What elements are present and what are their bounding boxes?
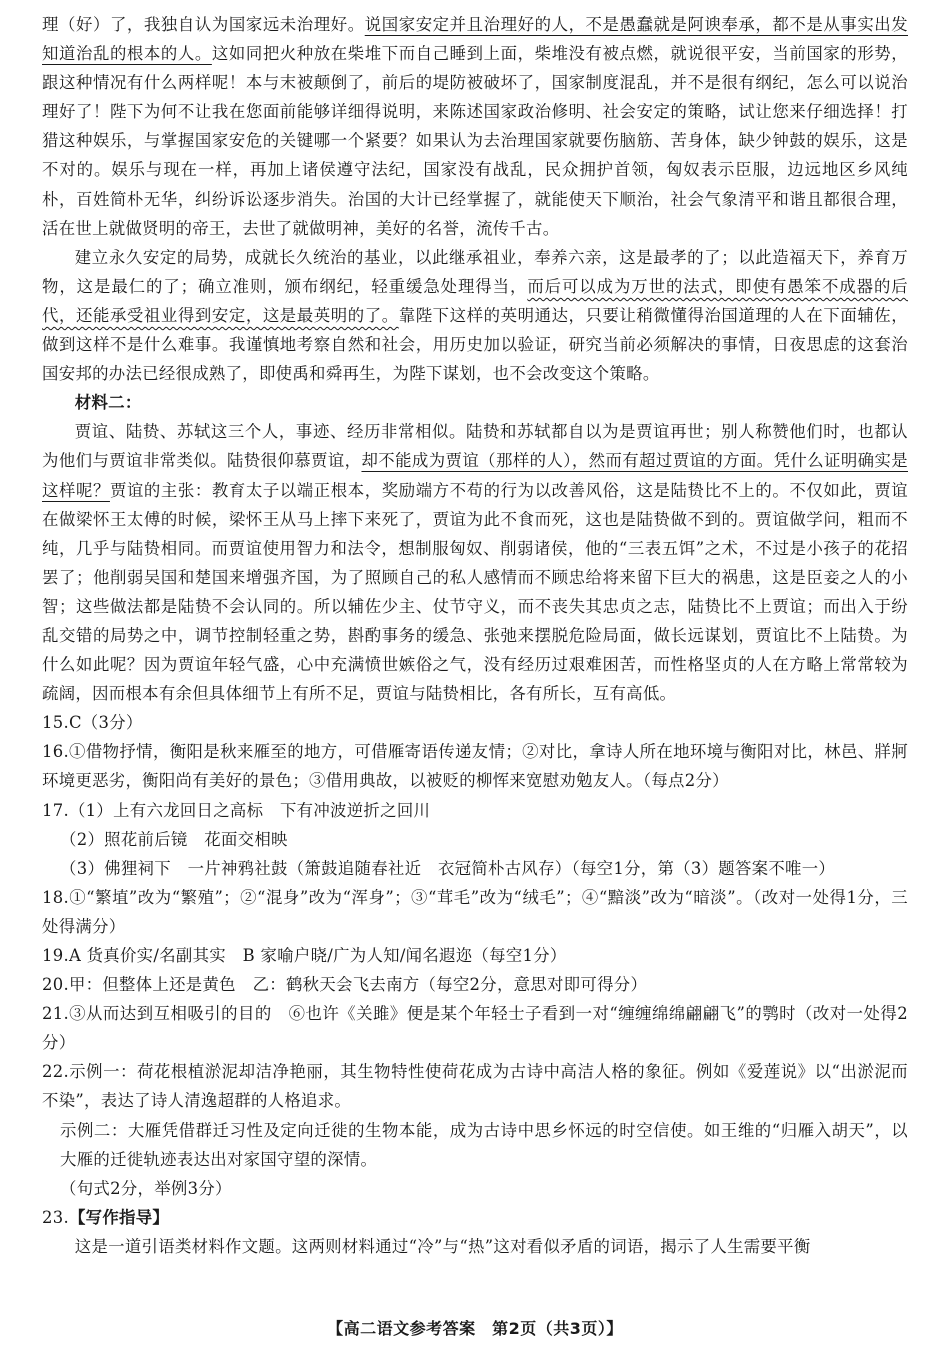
answer-20: 20.甲：但整体上还是黄色 乙：鹤秋天会飞去南方（每空2分，意思对即可得分） — [42, 975, 648, 995]
text-plain: 靠陛下这样的英明通达，只要让稍微懂得治国道理的人在下面辅佐，做到这样不是什么难事。我谨慎地考察自然和社会，用历史加以验证，研究当前必须解决的事情，日夜思虑的这套治国安邦的办法已经很成熟了，即使禹和舜再生，为陛下谋划，也不会改变这个策略。 — [42, 305, 908, 384]
writing-guide-label: 【写作指导】 — [68, 1207, 170, 1227]
text-plain: 这如同把火种放在柴堆下而自己睡到上面，柴堆没有被点燃，就说很平安，当前国家的形势，跟这种情况有什么两样呢！本与末被颠倒了，前后的堤防被破坏了，国家制度混乱，并不是很有纲纪，怎么可以说治理好了！陛下为何不让我在您面前能够详细得说明，来陈述国家政治修明、社会安定的策略，试让您来仔细选择！打猎这种娱乐，与掌握国家安危的关键哪一个紧要？如果认为去治理国家就要伤脑筋、苦身体，缺少钟鼓的娱乐，这是不对的。娱乐与现在一样，再加上诸侯遵守法纪，国家没有战乱，民众拥护首领，匈奴表示臣服，边远地区乡风纯朴，百姓简朴无华，纠纷诉讼逐步消失。治国的大计已经掌握了，就能使天下顺治，社会气象清平和谐且都很合理，活在世上就做贤明的帝王，去世了就做明神，美好的名誉，流传千古。 — [42, 44, 908, 238]
underlined-sentence: 却不能成为贾谊（那样的人），然而有超过贾谊的方面。凭什么证明确实是这样呢？ — [42, 451, 908, 500]
answer-17-2: （2）照花前后镜 花面交相映 — [60, 829, 288, 849]
answer-22-example-2: 示例二：大雁凭借群迁习性及定向迁徙的生物本能，成为古诗中思乡怀远的时空信使。如王维的“归雁入胡天”，以大雁的迁徙轨迹表达出对家国守望的深情。 — [60, 1120, 908, 1169]
answer-22-scoring: （句式2分，举例3分） — [60, 1178, 232, 1198]
material1-paragraph-1 — [42, 10, 908, 243]
answer-17-3: （3）佛狸祠下 一片神鸦社鼓（箫鼓追随春社近 衣冠简朴古风存）（每空1分，第（3）题答案不唯一） — [60, 858, 836, 878]
answer-document — [42, 10, 908, 1261]
material1-paragraph-2 — [42, 243, 908, 388]
answer-23-heading — [42, 1203, 908, 1232]
text-plain: 贾谊的主张：教育太子以端正根本，奖励端方不苟的行为以改善风俗，这是陆贽比不上的。不仅如此，贾谊在做梁怀王太傅的时候，梁怀王从马上摔下来死了，贾谊为此不食而死，这也是陆贽做不到的。贾谊做学问，粗而不纯，几乎与陆贽相同。而贾谊使用智力和法令，想制服匈奴、削弱诸侯，他的“三表五饵”之术，不过是小孩子的花招罢了；他削弱吴国和楚国来增强齐国，为了照顾自己的私人感情而不顾忠给将来留下巨大的祸患，这是臣妾之人的小智；这些做法都是陆贽不会认同的。所以辅佐少主、仗节守义，而不丧失其忠贞之志，陆贽比不上贾谊；而出入于纷乱交错的局势之中，调节控制轻重之势，斟酌事务的缓急、张弛来摆脱危险局面，做长远谋划，贾谊比不上陆贽。为什么如此呢？因为贾谊年轻气盛，心中充满愤世嫉俗之气，没有经历过艰难困苦，而性格坚贞的人在方略上常常较为疏阔，因而根本有余但具体细节上有所不足，贾谊与陆贽相比，各有所长，互有高低。 — [42, 480, 908, 704]
material2-paragraph — [42, 417, 908, 708]
question-number: 23. — [42, 1207, 69, 1227]
wavy-underlined-sentence: 而后可以成为万世的法式，即使有愚笨不成器的后代，还能承受祖业得到安定，这是最英明的了。 — [42, 276, 908, 325]
answer-15: 15.C（3分） — [42, 713, 143, 733]
answer-23-text: 这是一道引语类材料作文题。这两则材料通过“冷”与“热”这对看似矛盾的词语，揭示了人生需要平衡 — [74, 1236, 811, 1256]
answer-18: 18.①“繁埴”改为“繁殖”；②“混身”改为“浑身”；③“茸毛”改为“绒毛”；④“黯淡”改为“暗淡”。（改对一处得1分，三处得满分） — [42, 887, 908, 936]
text-plain: 贾谊、陆贽、苏轼这三个人，事迹、经历非常相似。陆贽和苏轼都自以为是贾谊再世；别人称赞他们时，也都认为他们与贾谊非常类似。陆贽很仰慕贾谊， — [42, 422, 908, 471]
answer-21: 21.③从而达到互相吸引的目的 ⑥也许《关雎》便是某个年轻士子看到一对“缠缠绵绵翩翩飞”的鹗时（改对一处得2分） — [42, 1004, 908, 1053]
page-footer: 【高二语文参考答案 第2页（共3页）】 — [327, 1319, 623, 1338]
material2-heading: 材料二： — [74, 393, 142, 413]
answer-19: 19.A 货真价实/名副其实 B 家喻户晓/广为人知/闻名遐迩（每空1分） — [42, 946, 567, 965]
text-plain: 建立永久安定的局势，成就长久统治的基业，以此继承祖业，奉养六亲，这是最孝的了；以此造福天下，养育万物，这是最仁的了；确立准则，颁布纲纪，轻重缓急处理得当， — [42, 247, 908, 296]
underlined-sentence: 说国家安定并且治理好的人，不是愚蠢就是阿谀奉承，都不是从事实出发知道治乱的根本的人。 — [42, 15, 908, 64]
text-plain: 理（好）了，我独自认为国家远未治理好。 — [42, 15, 365, 34]
answer-16: 16.①借物抒情，衡阳是秋来雁至的地方，可借雁寄语传递友情；②对比，拿诗人所在地环境与衡阳对比，林邑、牂牁环境更恶劣，衡阳尚有美好的景色；③借用典故，以被贬的柳恽来宽慰劝勉友人。（每点2分） — [42, 742, 908, 791]
answer-17-1: 17.（1）上有六龙回日之高标 下有冲波逆折之回川 — [42, 800, 431, 820]
answer-22-example-1: 22.示例一：荷花根植淤泥却洁净艳丽，其生物特性使荷花成为古诗中高洁人格的象征。例如《爱莲说》以“出淤泥而不染”，表达了诗人清逸超群的人格追求。 — [42, 1062, 908, 1111]
